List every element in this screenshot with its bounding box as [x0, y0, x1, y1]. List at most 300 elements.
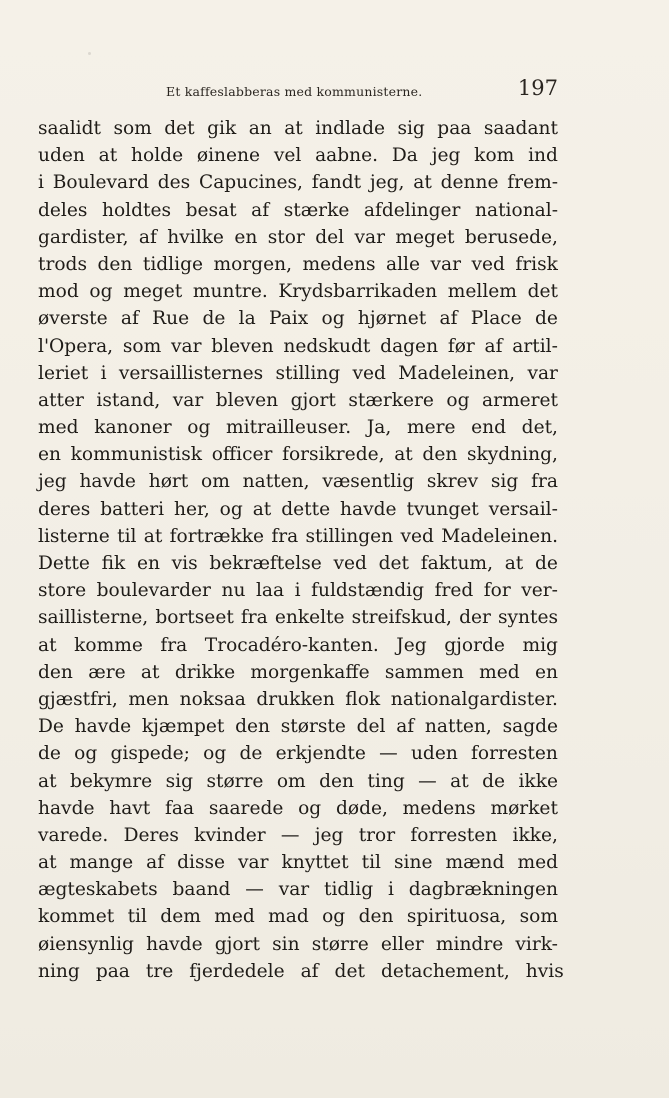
word: jeg,: [369, 172, 405, 194]
word: det,: [521, 417, 558, 439]
word: de: [38, 743, 61, 765]
word: var: [354, 226, 385, 248]
word: saalidt: [38, 118, 101, 139]
word: jeg: [431, 145, 461, 167]
word: stærke: [283, 199, 350, 221]
word: som: [519, 906, 558, 928]
word: ved: [352, 362, 386, 384]
text-line: [38, 251, 558, 278]
word: og: [219, 498, 243, 520]
word: drukken: [256, 688, 335, 710]
word: og: [298, 797, 322, 819]
word: at: [252, 498, 272, 520]
word: sammen: [384, 661, 464, 683]
word: til: [361, 852, 382, 874]
word: sig: [165, 770, 194, 792]
word: den: [97, 253, 133, 275]
text-line: [38, 333, 558, 360]
word: holdtes: [101, 199, 172, 221]
text-line: [38, 169, 558, 196]
word: frisk: [515, 253, 558, 275]
word: gjorde: [444, 634, 505, 656]
text-line: [38, 876, 558, 903]
word: tre: [145, 960, 174, 982]
text-line: [38, 632, 558, 659]
word: artil-: [512, 335, 558, 357]
word: sine: [394, 852, 433, 874]
word: hvis: [525, 960, 564, 982]
word: tror: [358, 824, 396, 846]
word: end: [471, 417, 507, 439]
word: nationalgardister.: [390, 688, 558, 710]
word: den: [422, 444, 458, 466]
word: jeg: [38, 471, 67, 493]
word: fra: [160, 634, 188, 656]
word: uden: [410, 743, 458, 765]
word: kommunistisk: [70, 444, 203, 466]
word: sin: [272, 933, 300, 955]
word: bleven: [211, 335, 274, 357]
word: saillisterne,: [38, 607, 149, 629]
word: gjæstfri,: [38, 688, 118, 710]
word: del: [356, 716, 386, 738]
word: mod: [38, 281, 79, 303]
word: i: [100, 362, 107, 384]
text-line: [38, 142, 558, 169]
word: og: [322, 906, 346, 928]
word: besat: [185, 199, 237, 221]
word: an: [248, 118, 272, 139]
text-line: [38, 686, 558, 713]
word: havde: [146, 933, 203, 955]
word: og: [321, 308, 345, 330]
word: til: [117, 525, 137, 547]
word: kanoner: [94, 417, 172, 439]
word: —: [418, 770, 437, 792]
word: at: [38, 770, 57, 792]
word: syntes: [497, 607, 558, 629]
word: ved: [333, 553, 367, 574]
word: ind: [528, 145, 558, 167]
word: hvilke: [167, 226, 224, 248]
word: kjæmpet: [141, 716, 225, 738]
text-line: [38, 795, 558, 822]
word: dagbrækningen: [408, 879, 558, 901]
word: stor: [267, 226, 305, 248]
word: større: [311, 933, 369, 955]
word: la: [238, 308, 256, 330]
word: eller: [380, 933, 424, 955]
text-line: [38, 496, 558, 523]
word: med: [38, 417, 79, 439]
word: en: [234, 226, 258, 248]
word: at: [140, 661, 160, 683]
word: at: [394, 444, 413, 466]
word: øinene: [196, 145, 260, 167]
text-line: [38, 278, 558, 305]
word: var: [172, 389, 204, 411]
word: morgen,: [213, 253, 292, 275]
word: berusede,: [464, 226, 558, 248]
word: Boulevard: [52, 172, 149, 194]
text-line: [38, 387, 558, 414]
word: at: [504, 553, 524, 574]
word: atter: [38, 389, 84, 411]
word: før: [447, 335, 475, 357]
word: officer: [211, 444, 273, 466]
text-line: [38, 115, 558, 142]
word: af: [120, 308, 139, 330]
word: virk-: [515, 933, 558, 955]
word: mig: [522, 634, 558, 656]
word: alle: [386, 253, 420, 275]
word: at: [284, 118, 303, 139]
word: Capucines,: [198, 172, 303, 194]
word: indlade: [315, 118, 385, 139]
word: nu: [221, 580, 246, 602]
text-line: [38, 903, 558, 930]
word: fra: [271, 525, 299, 547]
word: tidlig: [324, 879, 374, 901]
word: De: [38, 716, 64, 738]
word: at: [38, 634, 57, 656]
word: havt: [109, 797, 151, 819]
word: deles: [38, 199, 88, 221]
running-title: Et kaffeslabberas med kommunisterne.: [166, 84, 423, 99]
word: bekymre: [69, 770, 153, 792]
word: at: [98, 145, 118, 167]
word: en: [136, 553, 160, 574]
word: holde: [131, 145, 184, 167]
word: stilling: [275, 362, 341, 384]
word: ting: [367, 770, 405, 792]
word: at: [413, 172, 432, 194]
word: havde: [340, 498, 397, 520]
word: at: [450, 770, 469, 792]
word: del: [315, 226, 345, 248]
word: af: [146, 852, 165, 874]
word: mørket: [490, 797, 558, 819]
text-line: [38, 822, 558, 849]
word: istand,: [96, 389, 161, 411]
word: Da: [391, 145, 418, 167]
word: meget: [123, 281, 183, 303]
text-line: [38, 197, 558, 224]
word: af: [138, 226, 157, 248]
word: komme: [74, 634, 143, 656]
text-line: [38, 659, 558, 686]
text-line: [38, 305, 558, 332]
word: den: [38, 661, 73, 683]
word: ikke: [518, 770, 558, 792]
word: sagde: [502, 716, 558, 738]
word: spirituosa,: [406, 906, 507, 928]
word: bekræftelse: [209, 553, 322, 574]
word: ikke,: [512, 824, 558, 846]
word: stærkere: [348, 389, 434, 411]
word: fik: [101, 553, 126, 574]
word: det: [334, 960, 365, 982]
word: og: [74, 743, 98, 765]
word: og: [187, 417, 211, 439]
word: ved: [400, 525, 434, 547]
text-line: [38, 849, 558, 876]
word: faa: [165, 797, 195, 819]
word: af: [439, 308, 458, 330]
word: jeg: [314, 824, 344, 846]
text-line: [38, 468, 558, 495]
word: fjerdedele: [189, 960, 285, 982]
word: hørt: [148, 471, 189, 493]
text-line: [38, 768, 558, 795]
word: listerne: [38, 525, 110, 547]
word: i: [294, 580, 301, 602]
word: vis: [171, 553, 198, 574]
word: dem: [160, 906, 201, 928]
word: var: [278, 879, 310, 901]
word: havde: [38, 797, 95, 819]
word: paa: [437, 118, 472, 139]
word: skrev: [426, 471, 479, 493]
word: nedskudt: [283, 335, 371, 357]
text-line: [38, 224, 558, 251]
word: faktum,: [420, 553, 493, 574]
word: havde: [79, 471, 136, 493]
word: fra: [240, 607, 268, 629]
word: hjørnet: [357, 308, 427, 330]
word: saadant: [483, 118, 558, 139]
word: des: [157, 172, 191, 194]
text-line: [38, 550, 558, 577]
word: af: [300, 960, 319, 982]
word: Deres: [123, 824, 179, 846]
word: med: [517, 852, 558, 874]
word: af: [251, 199, 270, 221]
word: af: [396, 716, 415, 738]
word: kom: [474, 145, 515, 167]
page-header: [38, 74, 558, 104]
text-line: [38, 414, 558, 441]
word: armeret: [481, 389, 558, 411]
word: om: [276, 770, 306, 792]
word: og: [89, 281, 113, 303]
word: væsentlig: [322, 471, 415, 493]
word: versail-: [488, 498, 558, 520]
word: og: [203, 743, 227, 765]
word: baand: [172, 879, 231, 901]
word: flok: [345, 688, 381, 710]
word: boulevarder: [96, 580, 211, 602]
word: at: [143, 525, 163, 547]
word: forresten: [410, 824, 498, 846]
word: store: [38, 580, 87, 602]
word: Trocadéro-kanten.: [204, 634, 379, 656]
word: dagen: [380, 335, 439, 357]
word: afdelinger: [363, 199, 461, 221]
word: Ja,: [366, 417, 392, 439]
body-text: [38, 115, 564, 985]
word: af: [484, 335, 503, 357]
word: ægteskabets: [38, 879, 158, 901]
word: den: [235, 716, 271, 738]
word: ved: [471, 253, 505, 275]
word: Dette: [38, 553, 90, 574]
word: —: [280, 824, 300, 846]
word: mad: [268, 906, 309, 928]
word: var: [238, 852, 269, 874]
word: drikke: [174, 661, 236, 683]
word: havde: [74, 716, 132, 738]
word: de: [239, 743, 263, 765]
word: gispede;: [110, 743, 190, 765]
word: øverste: [38, 308, 108, 330]
word: l'Opera,: [38, 335, 114, 357]
word: i: [38, 172, 44, 194]
word: og: [446, 389, 470, 411]
word: Rue: [152, 308, 190, 330]
word: dette: [281, 498, 331, 520]
word: muntre.: [192, 281, 268, 303]
word: var: [527, 362, 558, 384]
word: de: [202, 308, 226, 330]
word: Krydsbarrikaden: [278, 281, 438, 303]
word: det: [527, 281, 558, 303]
word: versaillisternes: [118, 362, 264, 384]
word: frem-: [507, 172, 558, 194]
word: vel: [273, 145, 302, 167]
word: sig: [490, 471, 519, 493]
word: forresten: [471, 743, 558, 765]
word: gjort: [290, 389, 336, 411]
word: Madeleinen.: [441, 525, 558, 547]
word: men: [128, 688, 170, 710]
word: denne: [440, 172, 499, 194]
text-line: [38, 604, 558, 631]
word: Jeg: [396, 634, 427, 656]
text-line: [38, 958, 564, 985]
word: fuldstændig: [311, 580, 425, 602]
word: Madeleinen,: [398, 362, 516, 384]
word: meget: [395, 226, 455, 248]
word: leriet: [38, 362, 89, 384]
word: at: [38, 852, 57, 874]
word: ning: [38, 960, 80, 982]
word: mere: [406, 417, 456, 439]
word: Place: [470, 308, 522, 330]
word: de: [535, 308, 558, 330]
word: i: [387, 879, 394, 901]
word: med: [479, 661, 520, 683]
word: det: [164, 118, 195, 139]
word: de: [482, 770, 506, 792]
word: national-: [475, 199, 558, 221]
word: største: [280, 716, 346, 738]
word: disse: [177, 852, 226, 874]
word: mange: [69, 852, 134, 874]
word: døde,: [335, 797, 388, 819]
word: større: [206, 770, 264, 792]
word: mellem: [447, 281, 517, 303]
word: for: [483, 580, 511, 602]
word: detachement,: [380, 960, 510, 982]
word: mænd: [445, 852, 505, 874]
word: aabne.: [315, 145, 379, 167]
word: ære: [88, 661, 126, 683]
word: fra: [531, 471, 558, 493]
word: som: [113, 118, 152, 139]
word: sig: [397, 118, 425, 139]
page-number: 197: [517, 76, 558, 100]
word: natten,: [424, 716, 492, 738]
word: ver-: [521, 580, 558, 602]
word: om: [201, 471, 230, 493]
text-line: [38, 713, 558, 740]
word: bortseet: [155, 607, 234, 629]
word: streifskud,: [351, 607, 452, 629]
word: den: [319, 770, 354, 792]
word: gjort: [214, 933, 260, 955]
word: fred: [434, 580, 474, 602]
word: —: [245, 879, 264, 901]
word: —: [379, 743, 398, 765]
word: var: [171, 335, 202, 357]
word: de: [534, 553, 558, 574]
word: fortrække: [169, 525, 264, 547]
text-line: [38, 441, 558, 468]
word: her,: [174, 498, 210, 520]
word: en: [38, 444, 61, 466]
word: saarede: [208, 797, 284, 819]
text-line: [38, 523, 558, 550]
word: var: [430, 253, 461, 275]
word: til: [127, 906, 147, 928]
word: med: [214, 906, 255, 928]
word: gardister,: [38, 226, 129, 248]
word: morgenkaffe: [250, 661, 370, 683]
word: erkjendte: [275, 743, 366, 765]
word: bleven: [215, 389, 279, 411]
word: mindre: [435, 933, 504, 955]
word: uden: [38, 145, 85, 167]
word: noksaa: [179, 688, 246, 710]
word: trods: [38, 253, 87, 275]
word: knyttet: [281, 852, 349, 874]
word: kommet: [38, 906, 115, 928]
word: der: [459, 607, 491, 629]
text-line: [38, 360, 558, 387]
word: det: [378, 553, 410, 574]
word: stillingen: [305, 525, 394, 547]
word: medens: [402, 797, 476, 819]
word: en: [535, 661, 558, 683]
word: natten,: [242, 471, 310, 493]
word: medens: [302, 253, 376, 275]
word: laa: [255, 580, 285, 602]
word: som: [122, 335, 162, 357]
word: gik: [207, 118, 237, 139]
word: enkelte: [274, 607, 345, 629]
paper-speck: [88, 52, 91, 55]
word: den: [358, 906, 394, 928]
word: øiensynlig: [38, 933, 134, 955]
text-line: [38, 577, 558, 604]
text-line: [38, 740, 558, 767]
word: varede.: [38, 824, 109, 846]
word: batteri: [100, 498, 165, 520]
word: paa: [95, 960, 130, 982]
word: kvinder: [194, 824, 266, 846]
word: forsikrede,: [282, 444, 385, 466]
